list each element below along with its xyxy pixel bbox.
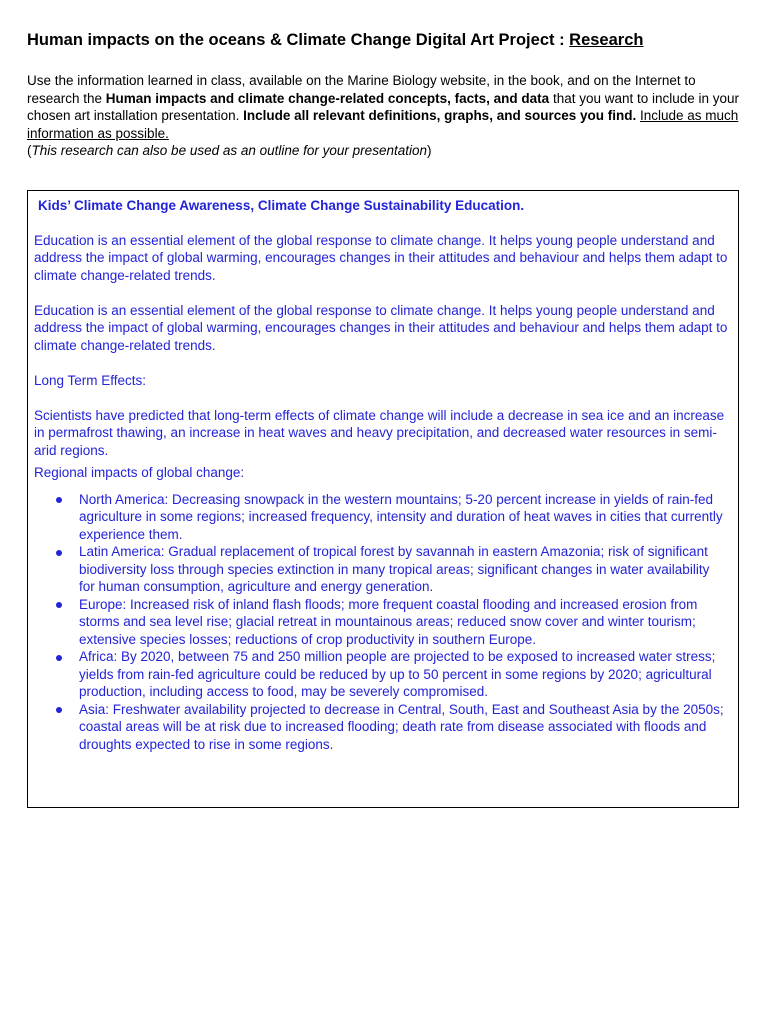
research-heading: Kids’ Climate Change Awareness, Climate Change Sustainability Education. — [38, 198, 525, 213]
list-item — [79, 543, 728, 596]
list-item-text: Africa: By 2020, between 75 and 250 million people are projected to be exposed to increased water stress; yields from rain-fed agriculture could be reduced by up to 50 percent in some regions by 2020; agricultural production, including access to food, may be severely compromised. — [79, 649, 716, 699]
bullet-icon — [56, 497, 62, 503]
instructions-bold-2: Include all relevant definitions, graphs, and sources you find. — [243, 108, 637, 123]
title-emphasis: Research — [569, 31, 644, 49]
instructions-paragraph — [27, 72, 747, 142]
list-item-text: Asia: Freshwater availability projected to decrease in Central, South, East and Southeast Asia by the 2050s; coastal areas will be at risk due to increased flooding; death rate from disease associated with floods and droughts expected to rise in some regions. — [79, 701, 724, 752]
note-close-paren: ) — [426, 143, 432, 158]
list-item-text: Latin America: Gradual replacement of tropical forest by savannah in eastern Amazonia; risk of significant biodiversity loss through species extinction in many tropical areas; significant changes in water availability for human consumption, agriculture and energy generation. — [79, 544, 710, 594]
long-term-text: Scientists have predicted that long-term effects of climate change will include a decrease in sea ice and an increase in permafrost thawing, an increase in heat waves and heavy precipitation, and decreased water resources in semi-arid regions. — [34, 407, 725, 458]
instructions-text-2: that you want to include in your chosen art installation presentation. — [27, 90, 740, 123]
list-item — [79, 701, 728, 754]
instructions-note — [27, 142, 747, 160]
bullet-icon — [56, 655, 62, 661]
long-term-label: Long Term Effects: — [34, 372, 147, 388]
research-paragraph-1: Education is an essential element of the global response to climate change. It helps young people understand and address the impact of global warming, encourages changes in their attitudes and behaviour and helps them adapt to climate change-related trends. — [34, 232, 728, 283]
page-title — [27, 30, 747, 50]
list-item — [79, 648, 728, 701]
bullet-icon — [56, 550, 62, 556]
regional-impacts-list — [34, 491, 728, 754]
instructions-bold-1: Human impacts and climate change-related concepts, facts, and data — [105, 90, 550, 106]
list-item — [79, 596, 728, 649]
bullet-icon — [56, 602, 62, 608]
regional-label: Regional impacts of global change: — [34, 465, 245, 480]
instructions-underlined: Include as much information as possible. — [27, 108, 739, 141]
research-box — [27, 190, 739, 808]
note-italic-text: This research can also be used as an outline for your presentation — [31, 143, 427, 158]
list-item-text: Europe: Increased risk of inland flash floods; more frequent coastal flooding and increased erosion from storms and sea level rise; glacial retreat in mountainous areas; reduced snow cover and winter tourism; extensive species losses; reductions of crop productivity in southern Europe. — [79, 596, 698, 647]
bullet-icon — [56, 707, 62, 713]
instructions — [27, 72, 747, 160]
research-paragraph-2: Education is an essential element of the global response to climate change. It helps young people understand and address the impact of global warming, encourages changes in their attitudes and behaviour and helps them adapt to climate change-related trends. — [34, 302, 728, 353]
instructions-text-1: Use the information learned in class, available on the Marine Biology website, in the book, and on the Internet to research the — [27, 73, 696, 106]
title-prefix: Human impacts on the oceans & Climate Change Digital Art Project : — [27, 31, 570, 49]
note-open-paren: ( — [27, 143, 32, 158]
list-item-text: North America: Decreasing snowpack in the western mountains; 5-20 percent increase in yields of rain-fed agriculture in some regions; increased frequency, intensity and duration of heat waves in cities that currently experience them. — [79, 491, 723, 542]
list-item — [79, 491, 728, 544]
